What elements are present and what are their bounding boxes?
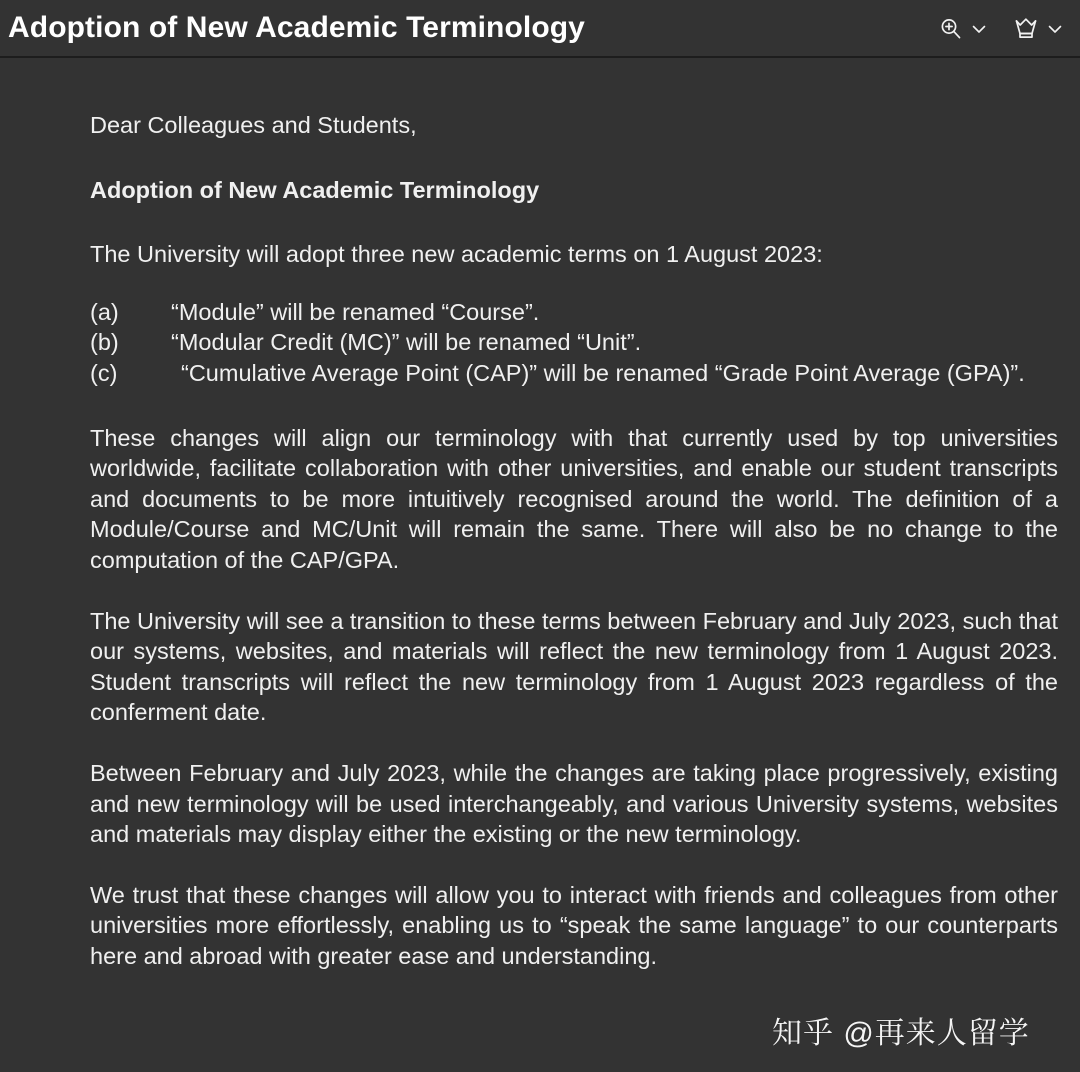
body-paragraph: Between February and July 2023, while the changes are taking place progressively, existing and new terminology will be used interchangeably, and various University systems, websites and materials may display either the existing or the new terminology. xyxy=(90,759,1058,848)
chevron-down-icon[interactable] xyxy=(970,20,988,38)
chevron-down-icon[interactable] xyxy=(1046,20,1064,38)
spacer xyxy=(90,850,1058,880)
body-paragraph: These changes will align our terminology with that currently used by top universities worldwide, facilitate collaboration with other universities, and enable our student transcripts and documents to be more intuitively recognised around the world. The definition of a Module/Course and MC/Unit will remain the same. There will also be no change to the computation of the CAP/GPA. xyxy=(90,424,1058,573)
body-paragraph: We trust that these changes will allow you to interact with friends and colleagues from other universities more effortlessly, enabling us to “speak the same language” to our counterparts here and abroad with greater ease and understanding. xyxy=(90,881,1058,969)
list-item-text: “Cumulative Average Point (CAP)” will be renamed “Grade Point Average (GPA)”. xyxy=(181,359,1025,386)
body-paragraph: The University will see a transition to these terms between February and July 2023, such that our systems, websites, and materials will reflect the new terminology from 1 August 2023. Student transcripts will reflect the new terminology from 1 August 2023 regardless of the conferment date. xyxy=(90,607,1058,726)
spacer xyxy=(90,141,1058,175)
spacer xyxy=(90,58,1058,110)
spacer xyxy=(90,728,1058,758)
list-item xyxy=(90,358,1058,389)
intro-paragraph: The University will adopt three new academic terms on 1 August 2023: xyxy=(90,241,823,268)
document-body xyxy=(0,58,1080,971)
archive-control[interactable] xyxy=(1012,16,1064,42)
zoom-control[interactable] xyxy=(938,16,988,42)
spacer xyxy=(90,270,1058,297)
zoom-in-icon[interactable] xyxy=(938,16,964,42)
header-actions xyxy=(938,0,1064,58)
list-marker: (c) xyxy=(90,359,118,386)
spacer xyxy=(90,576,1058,606)
list-item-text: “Modular Credit (MC)” will be renamed “Unit”. xyxy=(171,329,642,356)
spacer xyxy=(90,205,1058,239)
list-item xyxy=(90,327,1058,358)
list-item-text: “Module” will be renamed “Course”. xyxy=(171,298,540,325)
document-heading: Adoption of New Academic Terminology xyxy=(90,176,540,203)
page-title: Adoption of New Academic Terminology xyxy=(8,11,585,44)
list-marker: (a) xyxy=(90,298,119,325)
app-header xyxy=(0,0,1080,58)
spacer xyxy=(90,389,1058,423)
list-item xyxy=(90,297,1058,328)
watermark: 知乎 @再来人留学 xyxy=(772,1017,1030,1050)
salutation: Dear Colleagues and Students, xyxy=(90,112,417,138)
archive-check-icon[interactable] xyxy=(1012,16,1040,42)
list-marker: (b) xyxy=(90,329,119,356)
